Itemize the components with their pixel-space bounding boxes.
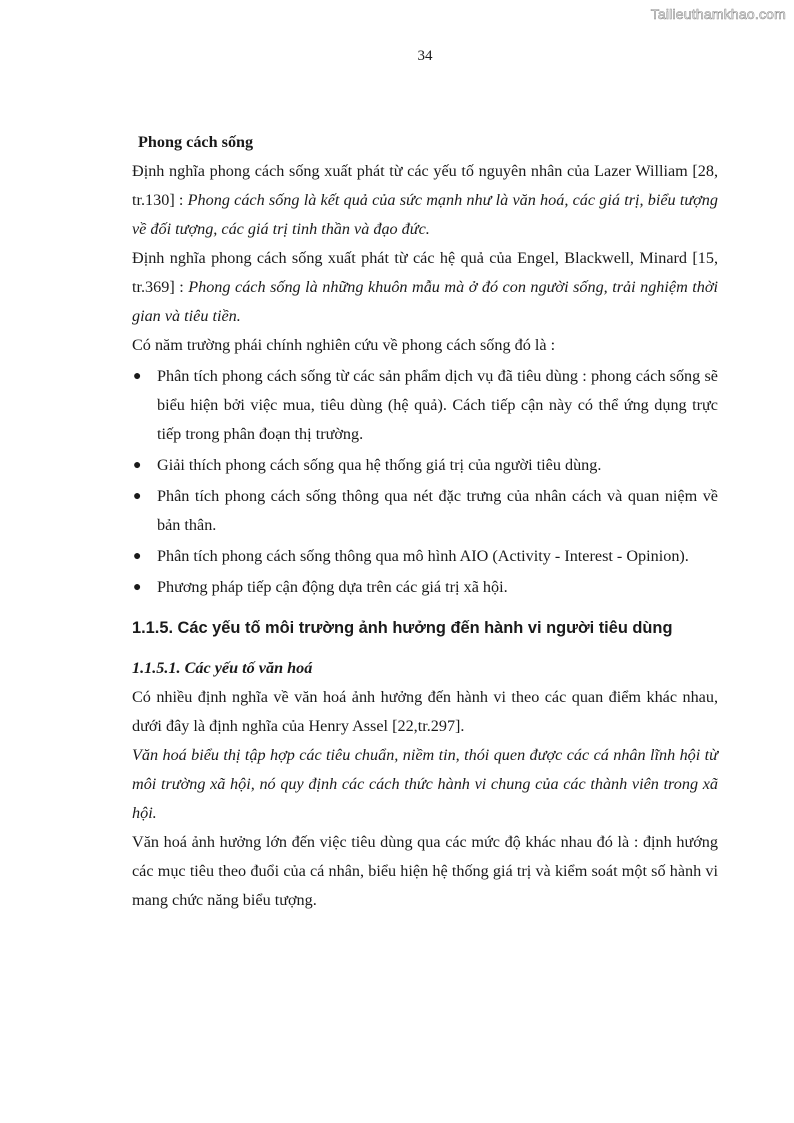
culture-paragraph-3: Văn hoá ảnh hưởng lớn đến việc tiêu dùng qua các mức độ khác nhau đó là : định hướng các mục tiêu theo đuổi của cá nhân, biểu hiện hệ thống giá trị và kiểm soát một số hành vi mang chức năng biểu tượng. (132, 833, 718, 909)
culture-paragraph-1: Có nhiều định nghĩa về văn hoá ảnh hưởng đến hành vi theo các quan điểm khác nhau, dưới đây là định nghĩa của Henry Assel [22,tr.297]. (132, 688, 718, 735)
bullet-icon: ● (133, 489, 142, 504)
bullet-icon: ● (133, 580, 142, 595)
list-item-text: Phân tích phong cách sống thông qua nét đặc trưng của nhân cách và quan niệm về bản thân. (157, 487, 718, 534)
list-item (132, 451, 718, 480)
list-item-text: Phương pháp tiếp cận động dựa trên các giá trị xã hội. (157, 578, 508, 596)
page-number: 34 (417, 48, 433, 64)
schools-intro: Có năm trường phái chính nghiên cứu về phong cách sống đó là : (132, 336, 556, 354)
subsection-heading: 1.1.5.1. Các yếu tố văn hoá (132, 659, 313, 677)
culture-definition-quote: Văn hoá biểu thị tập hợp các tiêu chuẩn, niềm tin, thói quen được các cá nhân lĩnh hội từ môi trường xã hội, nó quy định các cách thức hành vi chung của các thành viên trong xã hội. (132, 746, 718, 822)
definition-1-quote: Phong cách sống là kết quả của sức mạnh như là văn hoá, các giá trị, biểu tượng về đối tượng, các giá trị tinh thần và đạo đức. (132, 191, 718, 238)
list-item (132, 542, 718, 571)
lifestyle-definition-1 (132, 157, 718, 244)
schools-list (132, 362, 718, 602)
watermark: Tailieuthamkhao.com (650, 6, 786, 22)
list-item (132, 362, 718, 449)
list-item-text: Phân tích phong cách sống thông qua mô hình AIO (Activity - Interest - Opinion). (157, 547, 689, 565)
bullet-icon: ● (133, 369, 142, 384)
definition-1-lead: Định nghĩa phong cách sống xuất phát từ các yếu tố nguyên nhân của Lazer William [28, tr.130] : (132, 162, 718, 209)
page-content (132, 128, 718, 915)
definition-2-quote: Phong cách sống là những khuôn mẫu mà ở đó con người sống, trải nghiệm thời gian và tiêu tiền. (132, 278, 718, 325)
bullet-icon: ● (133, 458, 142, 473)
list-item (132, 573, 718, 602)
list-item-text: Giải thích phong cách sống qua hệ thống giá trị của người tiêu dùng. (157, 456, 602, 474)
bullet-icon: ● (133, 549, 142, 564)
list-item (132, 482, 718, 540)
lifestyle-definition-2 (132, 244, 718, 331)
lifestyle-heading: Phong cách sống (138, 133, 254, 151)
list-item-text: Phân tích phong cách sống từ các sản phẩm dịch vụ đã tiêu dùng : phong cách sống sẽ biểu hiện bởi việc mua, tiêu dùng (hệ quả). Cách tiếp cận này có thể ứng dụng trực tiếp trong phân đoạn thị trường. (157, 367, 718, 443)
definition-2-lead: Định nghĩa phong cách sống xuất phát từ các hệ quả của Engel, Blackwell, Minard [15, tr.369] : (132, 249, 718, 296)
section-heading: 1.1.5. Các yếu tố môi trường ảnh hưởng đến hành vi người tiêu dùng (132, 619, 673, 637)
